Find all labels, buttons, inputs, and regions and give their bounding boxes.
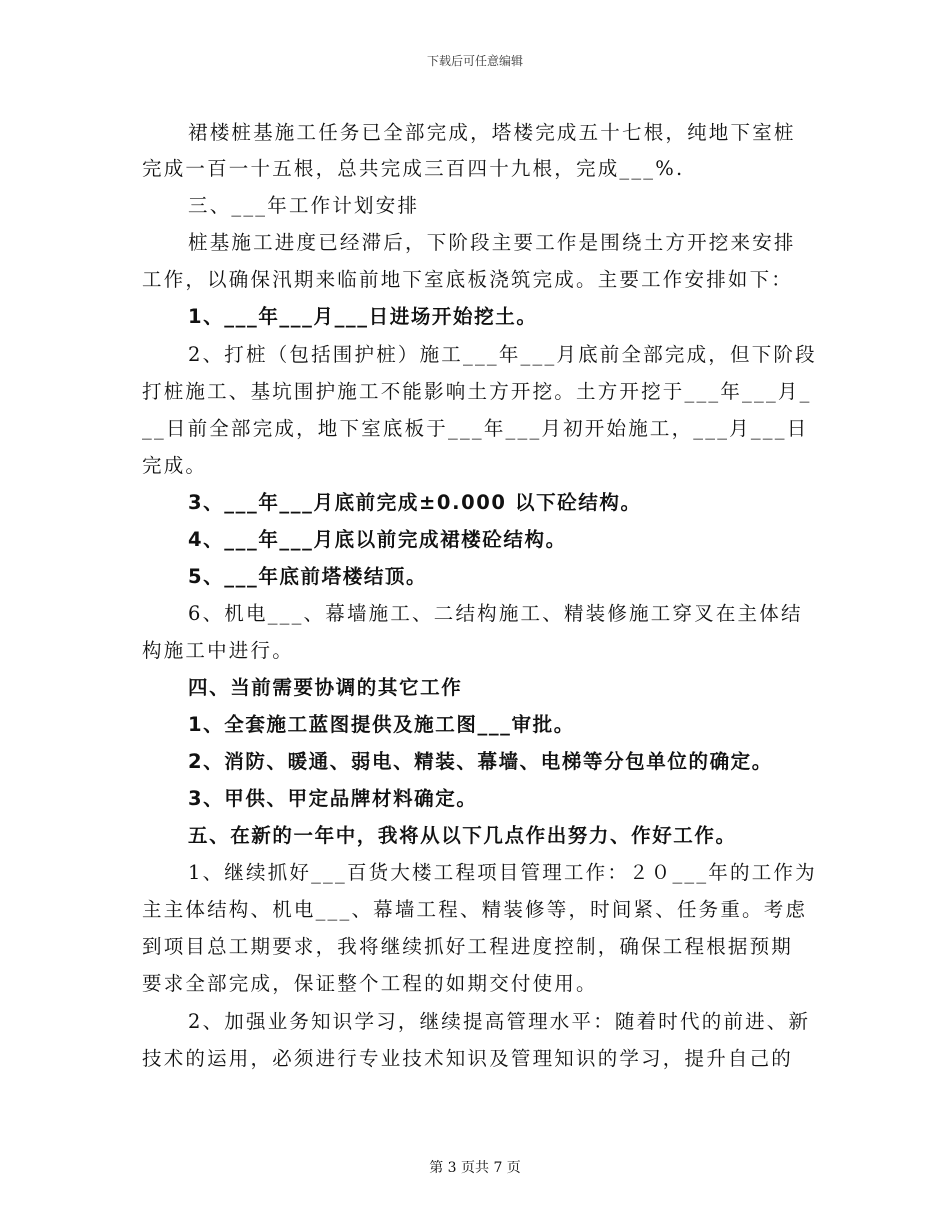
text-line: 打桩施工、基坑围护施工不能影响土方开挖。土方开挖于___年___月_ xyxy=(142,380,812,403)
text-line: 1、全套施工蓝图提供及施工图___审批。 xyxy=(188,713,575,736)
text-line: 要求全部完成，保证整个工程的如期交付使用。 xyxy=(142,972,598,995)
text-line: 5、___年底前塔楼结顶。 xyxy=(188,565,428,588)
page-footer: 第 3 页共 7 页 xyxy=(429,1160,521,1176)
text-line: 桩基施工进度已经滞后，下阶段主要工作是围绕土方开挖来安排 xyxy=(188,231,796,254)
text-line: 三、___年工作计划安排 xyxy=(188,194,420,217)
text-line: 工作，以确保汛期来临前地下室底板浇筑完成。主要工作安排如下： xyxy=(142,268,794,291)
text-line: 到项目总工期要求，我将继续抓好工程进度控制，确保工程根据预期 xyxy=(142,935,794,958)
text-line: 五、在新的一年中，我将从以下几点作出努力、作好工作。 xyxy=(188,824,737,847)
text-line: 完成一百一十五根，总共完成三百四十九根，完成___%. xyxy=(142,157,685,180)
text-line: 四、当前需要协调的其它工作 xyxy=(188,676,463,699)
text-line: 3、___年___月底前完成±0.000 以下砼结构。 xyxy=(188,491,642,514)
text-line: 技术的运用，必须进行专业技术知识及管理知识的学习，提升自己的 xyxy=(142,1047,794,1070)
text-line: 2、加强业务知识学习，继续提高管理水平：随着时代的前进、新 xyxy=(188,1010,811,1033)
text-line: 2、打桩（包括围护桩）施工___年___月底前全部完成，但下阶段 xyxy=(188,343,817,366)
page-header: 下载后可任意编辑 xyxy=(426,54,523,68)
text-line: 4、___年___月底以前完成裙楼砼结构。 xyxy=(188,528,567,551)
text-line: 1、___年___月___日进场开始挖土。 xyxy=(188,305,538,328)
text-line: 3、甲供、甲定品牌材料确定。 xyxy=(188,787,478,810)
text-line: 构施工中进行。 xyxy=(142,639,294,662)
text-line: 1、继续抓好___百货大楼工程项目管理工作：２０___年的工作为 xyxy=(188,861,817,884)
text-line: 完成。 xyxy=(142,454,208,477)
text-line: 裙楼桩基施工任务已全部完成，塔楼完成五十七根，纯地下室桩 xyxy=(188,121,796,144)
text-line: 主主体结构、机电___、幕墙工程、精装修等，时间紧、任务重。考虑 xyxy=(142,898,808,921)
text-line: 2、消防、暖通、弱电、精装、幕墙、电梯等分包单位的确定。 xyxy=(188,750,773,773)
text-line: 6、机电___、幕墙施工、二结构施工、精装修施工穿叉在主体结 xyxy=(188,602,803,625)
text-line: __日前全部完成，地下室底板于___年___月初开始施工，___月___日 xyxy=(142,417,809,440)
